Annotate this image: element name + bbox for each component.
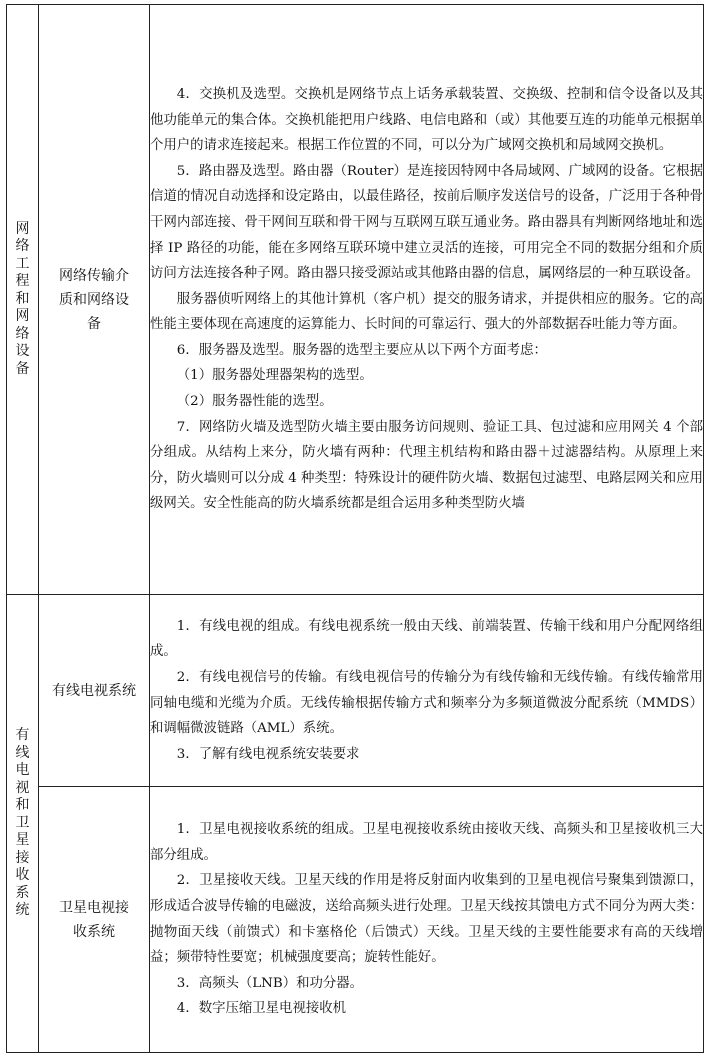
paragraph: 2．有线电视信号的传输。有线电视信号的传输分为有线传输和无线传输。有线传输常用同轴电缆和光缆为介质。无线传输根据传输方式和频率分为多频道微波分配系统（MMDS）和调幅微波链路（AML）系统。 [150, 669, 703, 737]
table-row [7, 595, 704, 787]
subcategory-cell [39, 5, 150, 595]
table-row [7, 5, 704, 595]
paragraph: 7．网络防火墙及选型防火墙主要由服务访问规则、验证工具、包过滤和应用网关 4 个部分组成。从结构上来分，防火墙有两种：代理主机结构和路由器＋过滤器结构。从原理上来分，防火墙则可以分成 4 种类型：特殊设计的硬件防火墙、数据包过滤型、电路层网关和应用级网关。安全性能高的防火墙系统都是组合运用多种类型防火墙 [150, 419, 703, 512]
table-row [7, 787, 704, 1053]
content-cell [150, 787, 704, 1053]
paragraph: 3．高频头（LNB）和功分器。 [176, 975, 364, 991]
paragraph: 4．交换机及选型。交换机是网络节点上话务承载装置、交换级、控制和信令设备以及其他功能单元的集合体。交换机能把用户线路、电信电路和（或）其他要互连的功能单元根据单个用户的请求连接起来。根据工作位置的不同，可以分为广域网交换机和局域网交换机。 [150, 86, 703, 154]
subcategory-label: 卫星电视接收系统 [59, 899, 129, 940]
paragraph: 1．卫星电视接收系统的组成。卫星电视接收系统由接收天线、高频头和卫星接收机三大部分组成。 [150, 822, 703, 863]
subcategory-cell [39, 595, 150, 787]
content-cell [150, 5, 704, 595]
paragraph: 5．路由器及选型。路由器（Router）是连接因特网中各局域网、广域网的设备。它根据信道的情况自动选择和设定路由，以最佳路径，按前后顺序发送信号的设备，广泛用于各种骨干网内部连接、骨干网间互联和骨干网与互联网互联互通业务。路由器具有判断网络地址和选择 IP 路径的功能，能在多网络互联环境中建立灵活的连接，可用完全不同的数据分组和介质访问方法连接各种子网。路由器只接受源站或其他路由器的信息，属网络层的一种互联设备。 [150, 163, 703, 282]
category-label: 有线电视和卫星接收系统 [15, 727, 30, 919]
paragraph: 服务器侦听网络上的其他计算机（客户机）提交的服务请求，并提供相应的服务。它的高性能主要体现在高速度的运算能力、长时间的可靠运行、强大的外部数据吞吐能力等方面。 [150, 291, 703, 333]
paragraph: （2）服务器性能的选型。 [176, 394, 333, 410]
subcategory-label: 网络传输介质和网络设备 [59, 267, 129, 332]
category-label: 网络工程和网络设备 [15, 220, 30, 377]
content-table [6, 4, 704, 1053]
paragraph: 1．有线电视的组成。有线电视系统一般由天线、前端装置、传输干线和用户分配网络组成。 [150, 618, 703, 660]
paragraph: 6．服务器及选型。服务器的选型主要应从以下两个方面考虑： [176, 342, 547, 358]
category-cell [7, 5, 39, 595]
subcategory-cell [39, 787, 150, 1053]
category-cell [7, 595, 39, 1053]
content-cell [150, 595, 704, 787]
paragraph: 3．了解有线电视系统安装要求 [176, 746, 360, 762]
subcategory-label: 有线电视系统 [52, 682, 136, 699]
paragraph: 4．数字压缩卫星电视接收机 [176, 1001, 347, 1017]
paragraph: （1）服务器处理器架构的选型。 [176, 368, 373, 384]
paragraph: 2．卫星接收天线。卫星天线的作用是将反射面内收集到的卫星电视信号聚集到馈源口，形成适合波导传输的电磁波，送给高频头进行处理。卫星天线按其馈电方式不同分为两大类：抛物面天线（前馈式）和卡塞格伦（后馈式）天线。卫星天线的主要性能要求有高的天线增益；频带特性要宽；机械强度要高；旋转性能好。 [150, 873, 703, 966]
